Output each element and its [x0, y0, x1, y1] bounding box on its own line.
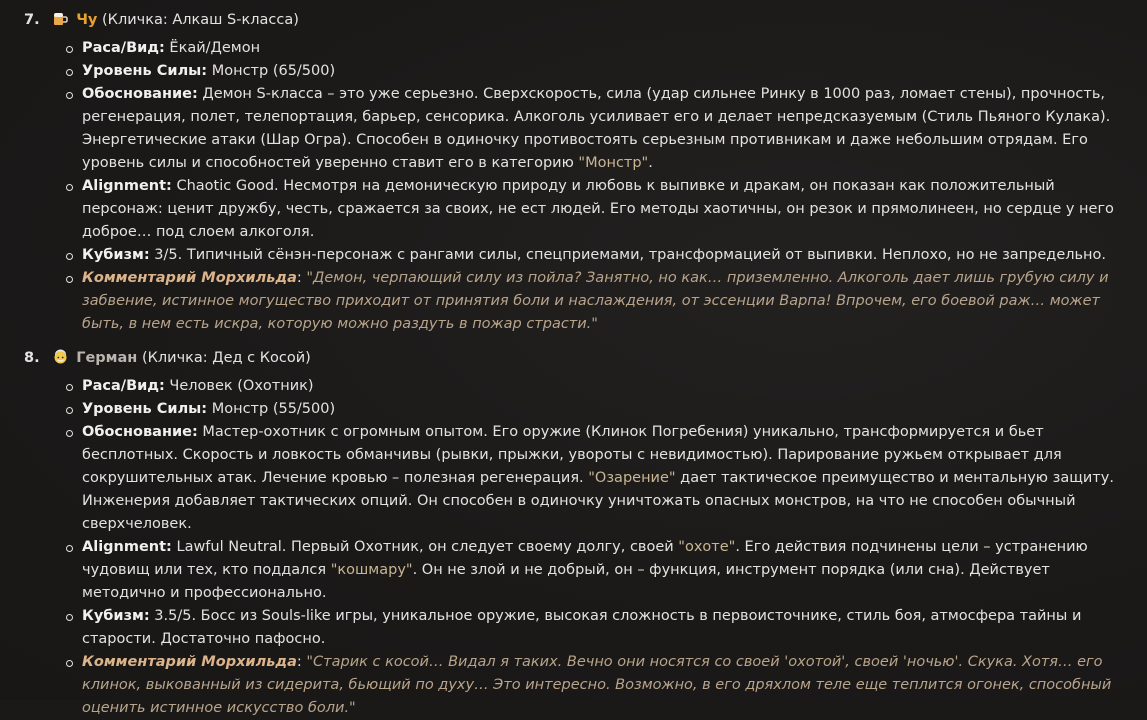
justification-text-end: . [648, 155, 653, 171]
list-item [64, 375, 1124, 398]
list-item [64, 421, 1124, 536]
alignment-text-end: . Он не злой и не добрый, он – функция, инструмент порядка (или сна). Действует методично и профессионально. [82, 562, 1050, 601]
character-nickname: (Кличка: Алкаш S-класса) [102, 12, 299, 28]
race-label: Раса/Вид: [82, 378, 165, 394]
entry-heading [24, 347, 311, 370]
alignment-label: Alignment: [82, 539, 172, 555]
character-name: Герман [76, 350, 138, 366]
list-item [64, 175, 1124, 244]
cubism-label: Кубизм: [82, 247, 150, 263]
race-value: Человек (Охотник) [164, 378, 314, 394]
power-value: Монстр (55/500) [207, 401, 336, 417]
cubism-label: Кубизм: [82, 608, 150, 624]
justification-label: Обоснование: [82, 86, 198, 102]
property-list [64, 375, 1124, 720]
power-label: Уровень Силы: [82, 401, 208, 417]
property-list [64, 37, 1124, 336]
character-nickname: (Кличка: Дед с Косой) [141, 350, 311, 366]
race-value: Ёкай/Демон [164, 40, 261, 56]
entry-number: 8. [24, 350, 40, 366]
cubism-text: 3/5. Типичный сёнэн-персонаж с рангами силы, спецприемами, трансформацией от выпивки. Неплохо, но не запредельно. [149, 247, 1107, 263]
justification-label: Обоснование: [82, 424, 198, 440]
entry-number: 7. [24, 12, 40, 28]
comment-text: "Демон, черпающий силу из пойла? Занятно, но как… приземленно. Алкоголь дает лишь грубую силу и забвение, истинное могущество приходит от принятия боли и наслаждения, от эссенции Варпа! Впрочем, его боевой раж… может быть, в нем есть искра, которую можно раздуть в пожар страсти." [82, 270, 1109, 332]
list-item [64, 398, 1124, 421]
alignment-text: Lawful Neutral. Первый Охотник, он следует своему долгу, своей [171, 539, 679, 555]
list-item [64, 60, 1124, 83]
quoted-term: "Озарение" [588, 470, 676, 486]
comment-label: Комментарий Морхильда [82, 270, 297, 286]
quoted-term: "кошмару" [330, 562, 413, 578]
power-label: Уровень Силы: [82, 63, 208, 79]
justification-text: Мастер-охотник с огромным опытом. Его оружие (Клинок Погребения) уникально, трансформируется и бьет бесплотных. Скорость и ловкость обманчивы (рывки, прыжки, увороты с невидимостью). Парирование ружьем открывает для сокрушительных атак. Лечение кровью – полезная регенерация. [82, 424, 1062, 486]
comment-label: Комментарий Морхильда [82, 654, 297, 670]
comment-colon: : [296, 270, 307, 286]
beer-mug-icon [53, 11, 68, 25]
power-value: Монстр (65/500) [207, 63, 336, 79]
justification-text: Демон S-класса – это уже серьезно. Сверхскорость, сила (удар сильнее Ринку в 1000 раз, ломает стены), прочность, регенерация, полет, телепортация, барьер, сенсорика. Алкоголь усиливает его и делает непредсказуемым (Стиль Пьяного Кулака). Энергетические атаки (Шар Огра). Способен в одиночку противостоять серьезным противникам и даже небольшим отрядам. Его уровень силы и способностей уверенно ставит его в категорию [82, 86, 1111, 171]
list-item [64, 536, 1124, 605]
old-man-face-icon [53, 349, 68, 363]
list-item [64, 244, 1124, 267]
quoted-term: "Монстр" [578, 155, 649, 171]
comment-text: "Старик с косой… Видал я таких. Вечно они носятся со своей 'охотой', своей 'ночью'. Скука. Хотя… его клинок, выкованный из сидерита, бьющий по духу… Это интересно. Возможно, в его дряхлом теле еще теплится огонек, способный оценить истинное искусство боли." [82, 654, 1112, 716]
list-item [64, 605, 1124, 651]
alignment-text: Chaotic Good. Несмотря на демоническую природу и любовь к выпивке и дракам, он показан как положительный персонаж: ценит дружбу, честь, сражается за своих, не ест людей. Его методы хаотичны, он резок и прямолинеен, но сердце у него доброе… под слоем алкоголя. [82, 178, 1114, 240]
list-item [64, 83, 1124, 175]
alignment-label: Alignment: [82, 178, 172, 194]
list-item [64, 651, 1124, 720]
alignment-text-mid: . Его действия подчинены цели – устранению чудовищ или тех, кто поддался [82, 539, 1088, 578]
comment-colon: : [296, 654, 307, 670]
justification-text-end: дает тактическое преимущество и ментальную защиту. Инженерия добавляет тактических опций. Он способен в одиночку уничтожать опасных монстров, на что не способен обычный сверхчеловек. [82, 470, 1114, 532]
race-label: Раса/Вид: [82, 40, 165, 56]
quoted-term: "охоте" [678, 539, 736, 555]
cubism-text: 3.5/5. Босс из Souls-like игры, уникальное оружие, высокая сложность в первоисточнике, стиль боя, атмосфера тайны и старости. Достаточно пафосно. [82, 608, 1082, 647]
list-item [64, 267, 1124, 336]
entry-heading [24, 9, 299, 32]
list-item [64, 37, 1124, 60]
character-name: Чу [76, 12, 98, 28]
